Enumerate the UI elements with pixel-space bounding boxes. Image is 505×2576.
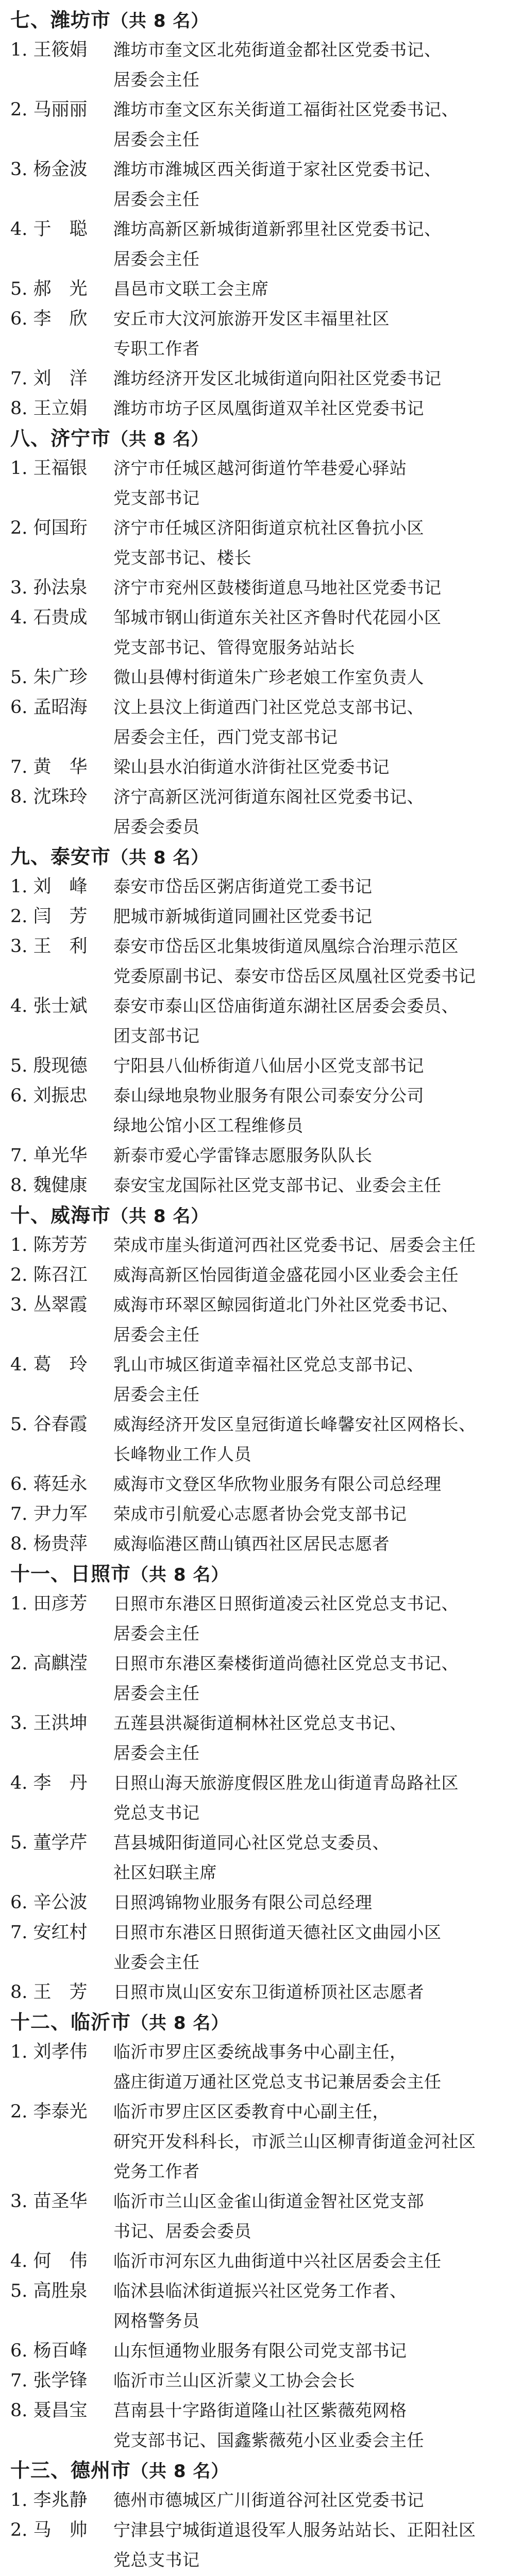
honoree-name: 4. 何 伟 bbox=[10, 2251, 88, 2272]
honoree-position bbox=[113, 1081, 485, 1141]
honoree-entry bbox=[10, 35, 485, 95]
position-line: 党支部书记、管得宽服务站站长 bbox=[113, 637, 355, 657]
honoree-entry bbox=[10, 1350, 485, 1410]
honoree-name: 3. 孙法泉 bbox=[10, 578, 88, 598]
honoree-entry bbox=[10, 1051, 485, 1081]
honoree-name: 7. 黄 华 bbox=[10, 757, 88, 777]
position-line: 党委原副书记、泰安市岱岳区凤凰社区党委书记 bbox=[113, 966, 476, 986]
honoree-position bbox=[113, 2097, 485, 2187]
position-line: 临沂市河东区九曲街道中兴社区居委会主任 bbox=[113, 2251, 442, 2271]
honoree-position bbox=[113, 573, 485, 603]
position-line: 日照市东港区日照街道凌云社区党总支书记、 bbox=[113, 1594, 459, 1614]
position-line: 研究开发科科长，市派兰山区柳青街道金河社区 bbox=[113, 2131, 476, 2151]
honoree-entry bbox=[10, 2037, 485, 2097]
honoree-position bbox=[113, 1499, 485, 1529]
honoree-name: 2. 马 帅 bbox=[10, 2520, 88, 2540]
honoree-name: 8. 王立娟 bbox=[10, 398, 88, 419]
honoree-name: 3. 王洪坤 bbox=[10, 1713, 88, 1734]
honoree-name: 8. 魏健康 bbox=[10, 1175, 88, 1196]
position-line: 微山县傅村街道朱广珍老娘工作室负责人 bbox=[113, 667, 424, 687]
honoree-name: 1. 王福银 bbox=[10, 458, 88, 479]
honoree-entry bbox=[10, 274, 485, 304]
position-line: 泰安宝龙国际社区党支部书记、业委会主任 bbox=[113, 1175, 442, 1195]
position-line: 党支部书记、楼长 bbox=[113, 548, 251, 568]
honoree-position bbox=[113, 931, 485, 991]
position-line: 长峰物业工作人员 bbox=[113, 1444, 251, 1464]
honoree-entry bbox=[10, 2336, 485, 2366]
honoree-name: 8. 聂昌宝 bbox=[10, 2400, 88, 2421]
honoree-position bbox=[113, 394, 485, 423]
position-line: 威海经济开发区皇冠街道长峰馨安社区网格长、 bbox=[113, 1414, 476, 1434]
position-line: 潍坊市潍城区西关街道于家社区党委书记、 bbox=[113, 159, 442, 179]
position-line: 社区妇联主席 bbox=[113, 1862, 217, 1883]
position-line: 宁阳县八仙桥街道八仙居小区党支部书记 bbox=[113, 1056, 424, 1076]
honoree-position bbox=[113, 692, 485, 752]
honoree-position bbox=[113, 2246, 485, 2276]
honoree-position bbox=[113, 603, 485, 663]
honoree-position bbox=[113, 35, 485, 95]
position-line: 威海市环翠区鲸园街道北门外社区党委书记、 bbox=[113, 1295, 459, 1315]
section-count: （共 8 名） bbox=[111, 429, 209, 450]
position-line: 网格警务员 bbox=[113, 2311, 200, 2331]
position-line: 泰安市泰山区岱庙街道东湖社区居委会委员、 bbox=[113, 996, 459, 1016]
position-line: 新泰市爱心学雷锋志愿服务队队长 bbox=[113, 1145, 373, 1165]
position-line: 莒县城阳街道同心社区党总支委员、 bbox=[113, 1833, 390, 1853]
honoree-name: 4. 石贵成 bbox=[10, 607, 88, 628]
honoree-name: 8. 杨贵萍 bbox=[10, 1534, 88, 1554]
position-line: 安丘市大汶河旅游开发区丰福里社区 bbox=[113, 309, 390, 329]
honoree-name: 3. 杨金波 bbox=[10, 159, 88, 180]
section-title bbox=[10, 423, 485, 453]
honoree-position bbox=[113, 1589, 485, 1649]
section-count: （共 8 名） bbox=[131, 2461, 229, 2482]
honoree-name: 5. 谷春霞 bbox=[10, 1414, 88, 1435]
honoree-position bbox=[113, 1410, 485, 1469]
section-count: （共 8 名） bbox=[111, 1206, 209, 1227]
position-line: 居委会主任 bbox=[113, 1623, 200, 1643]
position-line: 五莲县洪凝街道桐林社区党总支书记、 bbox=[113, 1713, 407, 1733]
honoree-name: 7. 尹力军 bbox=[10, 1504, 88, 1524]
section-title-text: 十三、德州市 bbox=[10, 2459, 131, 2482]
honoree-name: 2. 闫 芳 bbox=[10, 906, 88, 927]
honoree-entry bbox=[10, 1888, 485, 1918]
honoree-name: 7. 张学锋 bbox=[10, 2370, 88, 2391]
honoree-name: 4. 张士斌 bbox=[10, 996, 88, 1016]
section-title-text: 十、威海市 bbox=[10, 1204, 111, 1227]
honoree-entry bbox=[10, 513, 485, 573]
honoree-position bbox=[113, 1768, 485, 1828]
honoree-entry bbox=[10, 1410, 485, 1469]
position-line: 居委会主任 bbox=[113, 249, 200, 269]
honoree-entry bbox=[10, 1589, 485, 1649]
position-line: 汶上县汶上街道西门社区党总支部书记、 bbox=[113, 697, 424, 717]
position-line: 莒南县十字路街道隆山社区紫薇苑网格 bbox=[113, 2400, 407, 2420]
position-line: 济宁市兖州区鼓楼街道息马地社区党委书记 bbox=[113, 578, 442, 598]
honoree-name: 1. 刘孝伟 bbox=[10, 2042, 88, 2062]
honoree-position bbox=[113, 663, 485, 692]
honoree-entry bbox=[10, 1469, 485, 1499]
honoree-entry bbox=[10, 1529, 485, 1559]
honoree-name: 1. 李兆静 bbox=[10, 2490, 88, 2511]
honoree-entry bbox=[10, 2097, 485, 2187]
position-line: 肥城市新城街道同圃社区党委书记 bbox=[113, 906, 373, 926]
honoree-name: 1. 田彦芳 bbox=[10, 1594, 88, 1614]
honoree-position bbox=[113, 2366, 485, 2396]
honoree-entry bbox=[10, 1171, 485, 1200]
section-title bbox=[10, 2455, 485, 2485]
honoree-entry bbox=[10, 1708, 485, 1768]
honoree-name: 1. 陈芳芳 bbox=[10, 1235, 88, 1256]
position-line: 临沭县临沭街道振兴社区党务工作者、 bbox=[113, 2281, 407, 2301]
section-count: （共 8 名） bbox=[111, 848, 209, 868]
position-line: 泰安市岱岳区粥店街道党工委书记 bbox=[113, 876, 373, 896]
honoree-position bbox=[113, 1529, 485, 1559]
honoree-position bbox=[113, 95, 485, 155]
honoree-entry bbox=[10, 453, 485, 513]
honoree-name: 2. 陈召江 bbox=[10, 1265, 88, 1285]
section-count: （共 8 名） bbox=[111, 11, 209, 31]
position-line: 专职工作者 bbox=[113, 338, 200, 359]
position-line: 荣成市引航爱心志愿者协会党支部书记 bbox=[113, 1504, 407, 1524]
honoree-entry bbox=[10, 304, 485, 364]
honoree-entry bbox=[10, 752, 485, 782]
honoree-name: 5. 高胜泉 bbox=[10, 2281, 88, 2301]
section-title bbox=[10, 842, 485, 872]
position-line: 日照市东港区秦楼街道尚德社区党总支书记、 bbox=[113, 1653, 459, 1673]
honoree-position bbox=[113, 2037, 485, 2097]
honoree-name: 3. 苗圣华 bbox=[10, 2191, 88, 2212]
honoree-position bbox=[113, 1708, 485, 1768]
honoree-name: 2. 李泰光 bbox=[10, 2102, 88, 2122]
position-line: 梁山县水泊街道水浒街社区党委书记 bbox=[113, 757, 390, 777]
honoree-position bbox=[113, 991, 485, 1051]
position-line: 居委会主任 bbox=[113, 189, 200, 209]
honoree-name: 1. 王筱娟 bbox=[10, 40, 88, 60]
honoree-name: 2. 马丽丽 bbox=[10, 99, 88, 120]
position-line: 居委会主任 bbox=[113, 1683, 200, 1703]
honoree-position bbox=[113, 2276, 485, 2336]
honoree-name: 6. 李 欣 bbox=[10, 309, 88, 329]
position-line: 济宁市任城区济阳街道京杭社区鲁抗小区 bbox=[113, 518, 424, 538]
honoree-entry bbox=[10, 2276, 485, 2336]
honoree-name: 6. 辛公波 bbox=[10, 1892, 88, 1913]
position-line: 日照市东港区日照街道天德社区文曲园小区 bbox=[113, 1922, 442, 1942]
honoree-position bbox=[113, 1977, 485, 2007]
honoree-name: 3. 王 利 bbox=[10, 936, 88, 957]
honoree-position bbox=[113, 2336, 485, 2366]
honoree-entry bbox=[10, 1141, 485, 1171]
honoree-entry bbox=[10, 573, 485, 603]
section-title bbox=[10, 5, 485, 35]
position-line: 威海市文登区华欣物业服务有限公司总经理 bbox=[113, 1474, 442, 1494]
honoree-entry bbox=[10, 155, 485, 214]
honoree-entry bbox=[10, 1768, 485, 1828]
position-line: 党务工作者 bbox=[113, 2161, 200, 2181]
honoree-position bbox=[113, 872, 485, 902]
position-line: 居委会主任，西门党支部书记 bbox=[113, 727, 338, 747]
honoree-entry bbox=[10, 214, 485, 274]
honoree-position bbox=[113, 2485, 485, 2515]
honoree-name: 1. 刘 峰 bbox=[10, 876, 88, 897]
honoree-position bbox=[113, 1290, 485, 1350]
honoree-name: 6. 刘振忠 bbox=[10, 1086, 88, 1106]
honoree-entry bbox=[10, 1290, 485, 1350]
position-line: 居委会主任 bbox=[113, 1325, 200, 1345]
honoree-name: 5. 朱广珍 bbox=[10, 667, 88, 688]
honoree-name: 7. 单光华 bbox=[10, 1145, 88, 1166]
position-line: 荣成市崖头街道河西社区党委书记、居委会主任 bbox=[113, 1235, 476, 1255]
honoree-entry bbox=[10, 1918, 485, 1977]
honoree-position bbox=[113, 1649, 485, 1708]
position-line: 潍坊市奎文区北苑街道金都社区党委书记、 bbox=[113, 40, 442, 60]
honoree-position bbox=[113, 2187, 485, 2246]
honoree-position bbox=[113, 155, 485, 214]
honoree-name: 5. 殷现德 bbox=[10, 1056, 88, 1076]
honoree-position bbox=[113, 2396, 485, 2455]
honoree-name: 2. 何国珩 bbox=[10, 518, 88, 538]
position-line: 绿地公馆小区工程维修员 bbox=[113, 1115, 304, 1136]
honoree-position bbox=[113, 1918, 485, 1977]
position-line: 德州市德城区广川街道谷河社区党委书记 bbox=[113, 2490, 424, 2510]
honoree-entry bbox=[10, 2396, 485, 2455]
section-title-text: 八、济宁市 bbox=[10, 427, 111, 450]
section-title bbox=[10, 1559, 485, 1589]
honoree-name: 5. 郝 光 bbox=[10, 279, 88, 299]
honoree-name: 4. 葛 玲 bbox=[10, 1354, 88, 1375]
position-line: 临沂市兰山区金雀山街道金智社区党支部 bbox=[113, 2191, 424, 2211]
honoree-position bbox=[113, 1350, 485, 1410]
honoree-entry bbox=[10, 2366, 485, 2396]
honoree-entry bbox=[10, 1828, 485, 1888]
position-line: 盛庄街道万通社区党总支书记兼居委会主任 bbox=[113, 2072, 442, 2092]
honoree-name: 5. 董学芹 bbox=[10, 1833, 88, 1853]
honoree-name: 4. 李 丹 bbox=[10, 1773, 88, 1793]
honoree-position bbox=[113, 304, 485, 364]
honoree-position bbox=[113, 1469, 485, 1499]
honoree-entry bbox=[10, 2187, 485, 2246]
honoree-entry bbox=[10, 1081, 485, 1141]
honoree-entry bbox=[10, 394, 485, 423]
honoree-position bbox=[113, 1230, 485, 1260]
honoree-name: 8. 王 芳 bbox=[10, 1982, 88, 2003]
position-line: 济宁市任城区越河街道竹竿巷爱心驿站 bbox=[113, 458, 407, 478]
honoree-entry bbox=[10, 2246, 485, 2276]
position-line: 党支部书记、国鑫紫薇苑小区业委会主任 bbox=[113, 2430, 424, 2450]
position-line: 日照鸿锦物业服务有限公司总经理 bbox=[113, 1892, 373, 1912]
honoree-name: 2. 高麒滢 bbox=[10, 1653, 88, 1674]
position-line: 临沂市罗庄区区委教育中心副主任， bbox=[113, 2102, 390, 2122]
position-line: 济宁高新区洸河街道东阁社区党委书记、 bbox=[113, 787, 424, 807]
honoree-position bbox=[113, 1828, 485, 1888]
position-line: 泰山绿地泉物业服务有限公司泰安分公司 bbox=[113, 1086, 424, 1106]
position-line: 昌邑市文联工会主席 bbox=[113, 279, 269, 299]
position-line: 临沂市兰山区沂蒙义工协会会长 bbox=[113, 2370, 355, 2391]
honoree-entry bbox=[10, 1260, 485, 1290]
position-line: 书记、居委会委员 bbox=[113, 2221, 251, 2241]
position-line: 日照山海天旅游度假区胜龙山街道青岛路社区 bbox=[113, 1773, 459, 1793]
honoree-entry bbox=[10, 931, 485, 991]
position-line: 潍坊市坊子区凤凰街道双羊社区党委书记 bbox=[113, 398, 424, 418]
honoree-position bbox=[113, 453, 485, 513]
honoree-position bbox=[113, 364, 485, 394]
honoree-position bbox=[113, 752, 485, 782]
honoree-name: 6. 杨百峰 bbox=[10, 2341, 88, 2361]
honoree-entry bbox=[10, 364, 485, 394]
honoree-position bbox=[113, 782, 485, 842]
honoree-position bbox=[113, 902, 485, 931]
honoree-entry bbox=[10, 2515, 485, 2575]
position-line: 山东恒通物业服务有限公司党支部书记 bbox=[113, 2341, 407, 2361]
section-count: （共 8 名） bbox=[131, 2013, 229, 2033]
position-line: 邹城市钢山街道东关社区齐鲁时代花园小区 bbox=[113, 607, 442, 628]
honoree-entry bbox=[10, 2485, 485, 2515]
honoree-name: 8. 沈珠玲 bbox=[10, 787, 88, 807]
honoree-name: 7. 安红村 bbox=[10, 1922, 88, 1943]
section-title-text: 十二、临沂市 bbox=[10, 2011, 131, 2033]
position-line: 日照市岚山区安东卫街道桥顶社区志愿者 bbox=[113, 1982, 424, 2002]
position-line: 居委会主任 bbox=[113, 1743, 200, 1763]
honoree-position bbox=[113, 2515, 485, 2575]
position-line: 潍坊高新区新城街道新郛里社区党委书记、 bbox=[113, 219, 442, 239]
position-line: 党支部书记 bbox=[113, 488, 200, 508]
position-line: 潍坊市奎文区东关街道工福街社区党委书记、 bbox=[113, 99, 459, 120]
section-title bbox=[10, 1200, 485, 1230]
honoree-entry bbox=[10, 692, 485, 752]
position-line: 党总支书记 bbox=[113, 2550, 200, 2570]
section-title-text: 七、潍坊市 bbox=[10, 9, 111, 31]
honoree-entry bbox=[10, 95, 485, 155]
position-line: 居委会委员 bbox=[113, 817, 200, 837]
position-line: 威海高新区怡园街道金盛花园小区业委会主任 bbox=[113, 1265, 459, 1285]
honoree-position bbox=[113, 274, 485, 304]
honoree-entry bbox=[10, 991, 485, 1051]
position-line: 临沂市罗庄区委统战事务中心副主任， bbox=[113, 2042, 407, 2062]
honoree-entry bbox=[10, 1649, 485, 1708]
position-line: 潍坊经济开发区北城街道向阳社区党委书记 bbox=[113, 368, 442, 388]
honoree-entry bbox=[10, 782, 485, 842]
position-line: 乳山市城区街道幸福社区党总支部书记、 bbox=[113, 1354, 424, 1375]
honoree-entry bbox=[10, 603, 485, 663]
honoree-position bbox=[113, 214, 485, 274]
position-line: 威海临港区蔄山镇西社区居民志愿者 bbox=[113, 1534, 390, 1554]
position-line: 业委会主任 bbox=[113, 1952, 200, 1972]
honoree-position bbox=[113, 1171, 485, 1200]
honoree-entry bbox=[10, 663, 485, 692]
honoree-entry bbox=[10, 1977, 485, 2007]
position-line: 宁津县宁城街道退役军人服务站站长、正阳社区 bbox=[113, 2520, 476, 2540]
honoree-position bbox=[113, 1051, 485, 1081]
honoree-name: 6. 孟昭海 bbox=[10, 697, 88, 718]
position-line: 居委会主任 bbox=[113, 129, 200, 149]
position-line: 团支部书记 bbox=[113, 1026, 200, 1046]
honoree-position bbox=[113, 1888, 485, 1918]
section-title-text: 九、泰安市 bbox=[10, 845, 111, 868]
section-title bbox=[10, 2007, 485, 2037]
section-title-text: 十一、日照市 bbox=[10, 1563, 131, 1585]
position-line: 党总支书记 bbox=[113, 1803, 200, 1823]
honoree-name: 7. 刘 洋 bbox=[10, 368, 88, 389]
position-line: 泰安市岱岳区北集坡街道凤凰综合治理示范区 bbox=[113, 936, 459, 956]
honoree-name: 6. 蒋廷永 bbox=[10, 1474, 88, 1495]
honoree-position bbox=[113, 513, 485, 573]
honoree-entry bbox=[10, 902, 485, 931]
section-count: （共 8 名） bbox=[131, 1565, 229, 1585]
honoree-entry bbox=[10, 1230, 485, 1260]
honoree-entry bbox=[10, 1499, 485, 1529]
position-line: 居委会主任 bbox=[113, 70, 200, 90]
honoree-position bbox=[113, 1141, 485, 1171]
honoree-name: 3. 丛翠霞 bbox=[10, 1295, 88, 1315]
honoree-entry bbox=[10, 872, 485, 902]
honoree-name: 4. 于 聪 bbox=[10, 219, 88, 240]
position-line: 居委会主任 bbox=[113, 1384, 200, 1404]
honoree-position bbox=[113, 1260, 485, 1290]
